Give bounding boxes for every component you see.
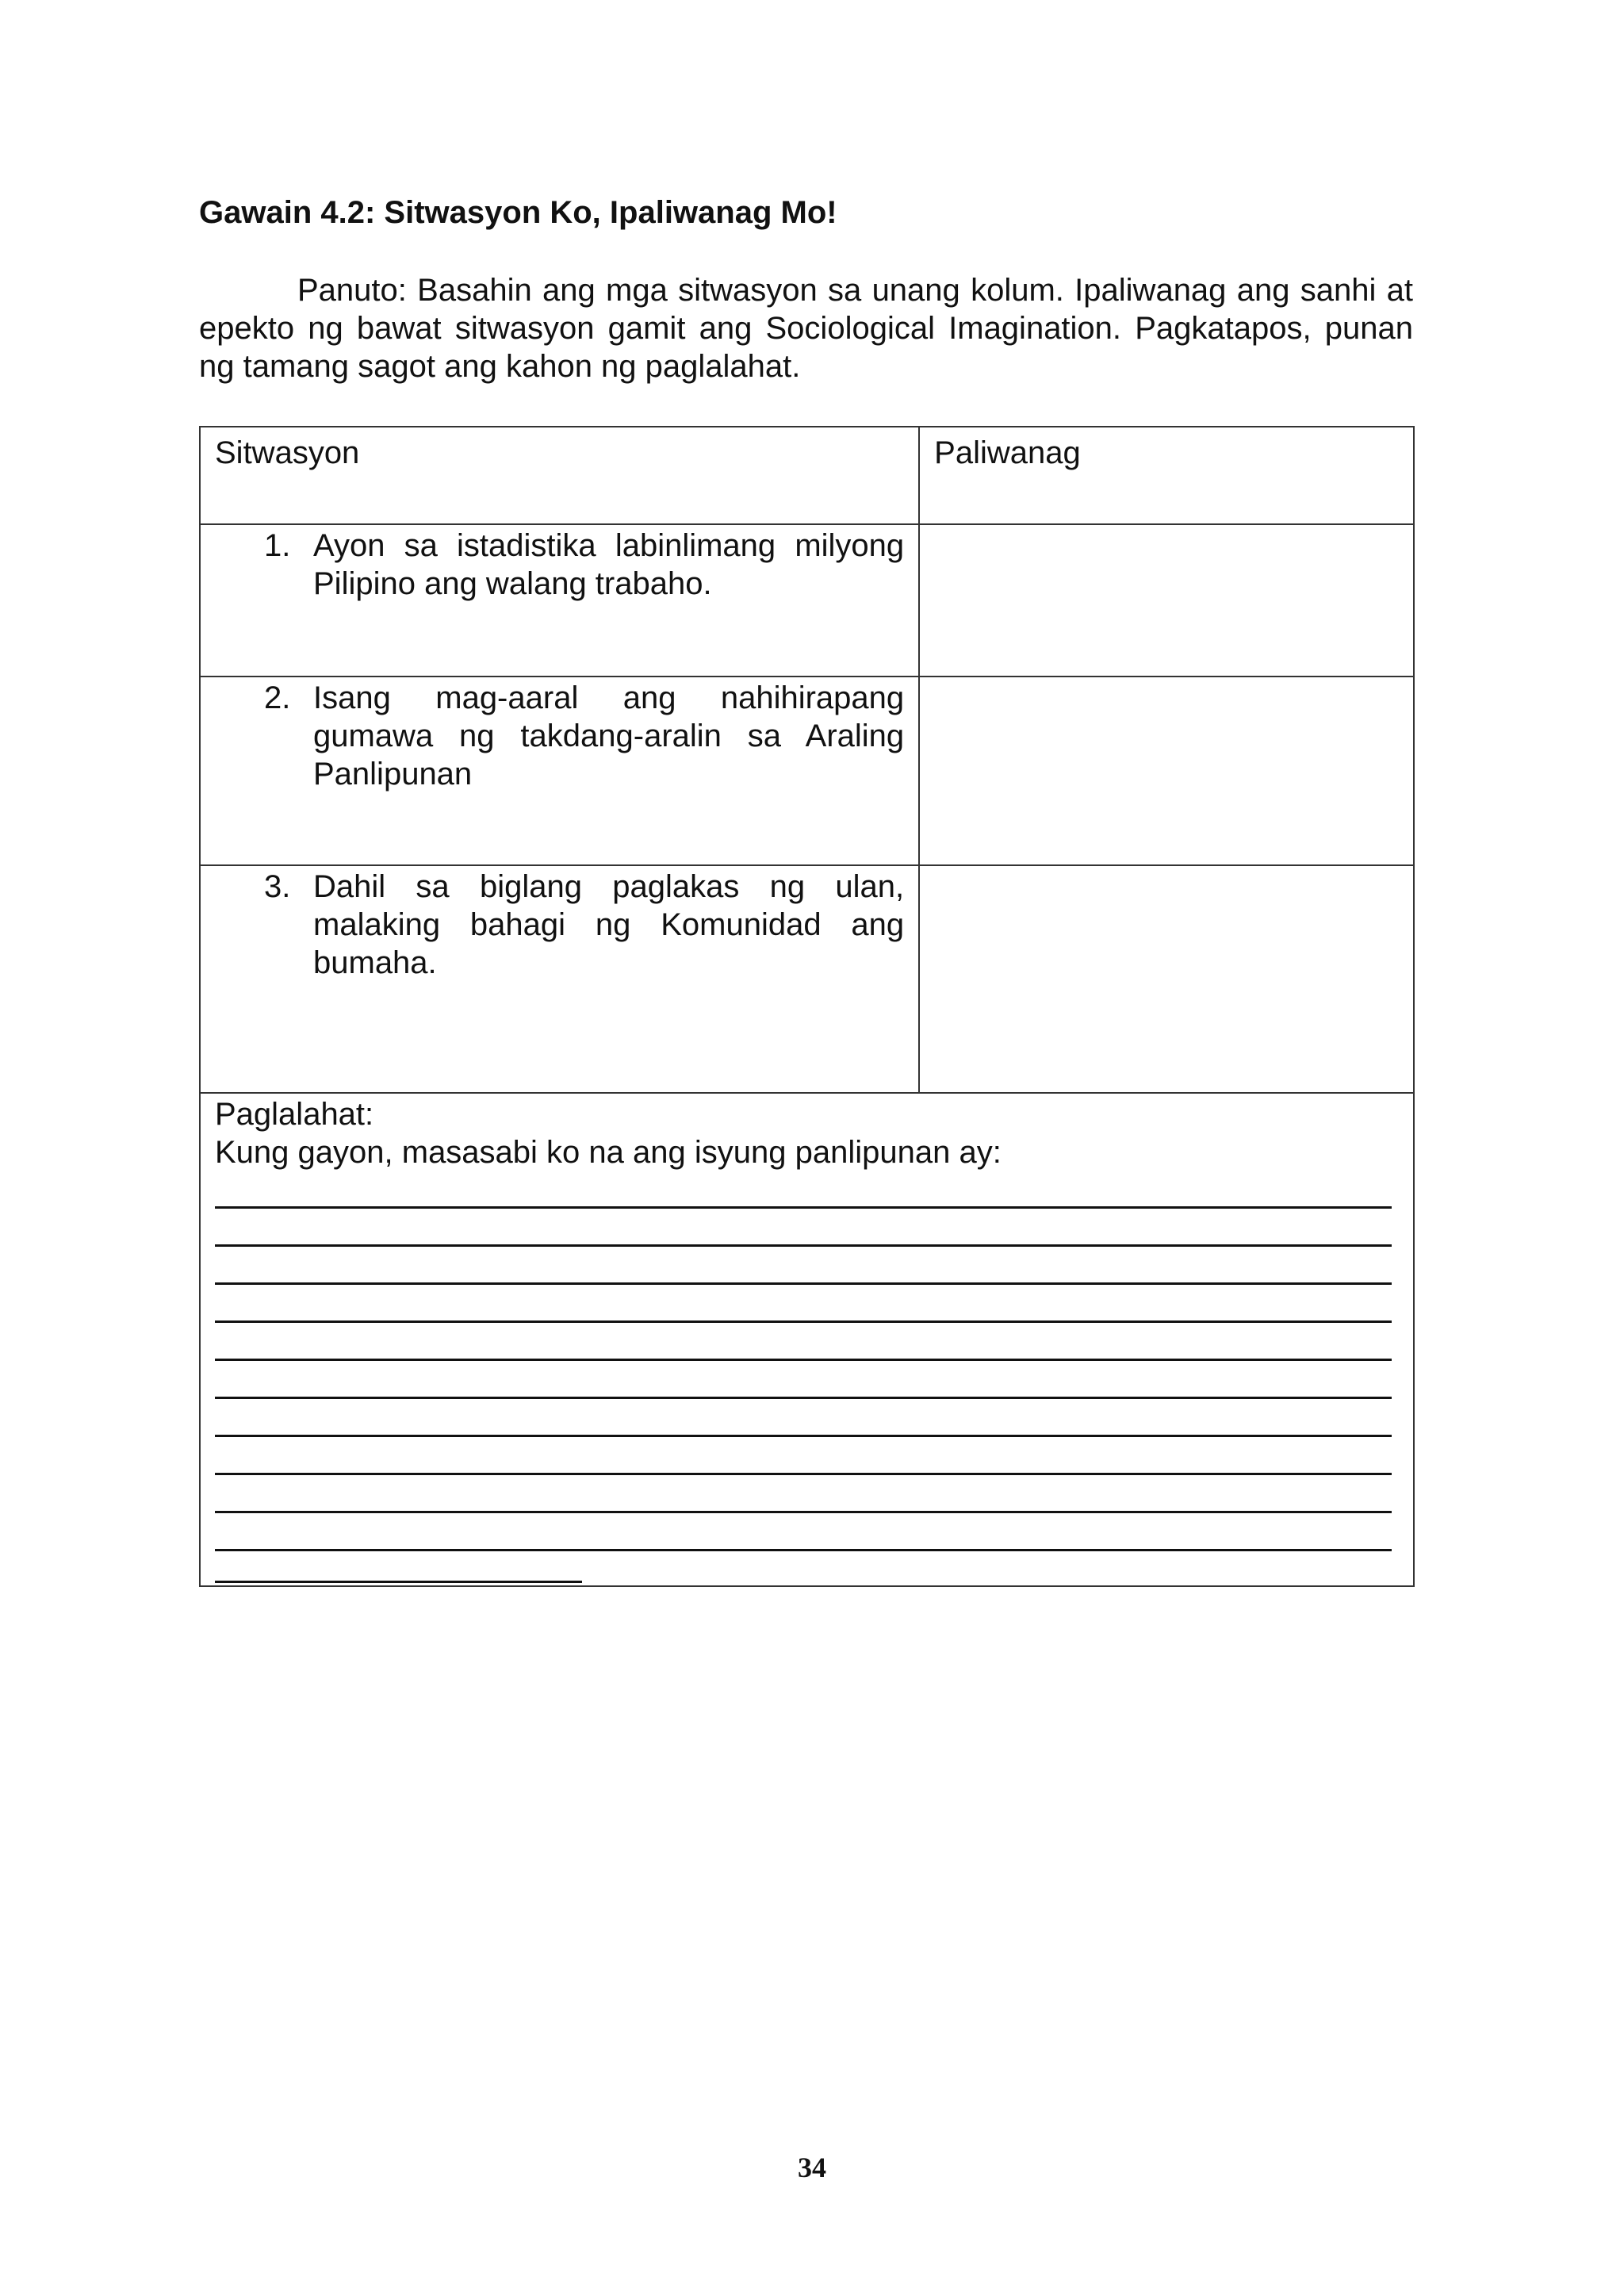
explanation-header: Paliwanag bbox=[934, 435, 1081, 470]
summary-row bbox=[200, 1093, 1414, 1586]
situation-cell bbox=[200, 865, 919, 1093]
page-number: 34 bbox=[798, 2152, 826, 2183]
answer-line[interactable] bbox=[215, 1244, 1392, 1247]
summary-label: Paglalahat: bbox=[215, 1097, 374, 1132]
item-number: 2. bbox=[264, 680, 291, 715]
answer-line[interactable] bbox=[215, 1320, 1392, 1323]
answer-line[interactable] bbox=[215, 1359, 1392, 1361]
item-number: 1. bbox=[264, 528, 291, 563]
item-text: Dahil sa biglang paglakas ng ulan, malaking bahagi ng Komunidad ang bumaha. bbox=[313, 869, 905, 980]
item-text: Ayon sa istadistika labinlimang milyong Pilipino ang walang trabaho. bbox=[313, 528, 905, 601]
explanation-header-cell bbox=[919, 427, 1414, 524]
table-row bbox=[200, 677, 1414, 865]
explanation-answer-cell[interactable] bbox=[919, 524, 1414, 677]
answer-line[interactable] bbox=[215, 1206, 1392, 1209]
answer-line[interactable] bbox=[215, 1473, 1392, 1475]
summary-cell[interactable] bbox=[200, 1093, 1414, 1586]
explanation-answer-cell[interactable] bbox=[919, 865, 1414, 1093]
table-row bbox=[200, 524, 1414, 677]
answer-line[interactable] bbox=[215, 1581, 582, 1583]
instructions-paragraph bbox=[199, 271, 1413, 385]
answer-line[interactable] bbox=[215, 1397, 1392, 1399]
summary-prompt: Kung gayon, masasabi ko na ang isyung panlipunan ay: bbox=[215, 1135, 1002, 1170]
answer-line[interactable] bbox=[215, 1511, 1392, 1513]
activity-title: Gawain 4.2: Sitwasyon Ko, Ipaliwanag Mo! bbox=[199, 195, 837, 230]
item-text: Isang mag-aaral ang nahihirapang gumawa ng takdang-aralin sa Araling Panlipunan bbox=[313, 680, 905, 792]
item-number: 3. bbox=[264, 869, 291, 904]
situation-item bbox=[201, 525, 918, 603]
table-row bbox=[200, 865, 1414, 1093]
situation-cell bbox=[200, 524, 919, 677]
answer-line[interactable] bbox=[215, 1282, 1392, 1285]
explanation-answer-cell[interactable] bbox=[919, 677, 1414, 865]
situation-header: Sitwasyon bbox=[215, 435, 360, 470]
situation-cell bbox=[200, 677, 919, 865]
situation-table bbox=[199, 426, 1415, 1587]
answer-line[interactable] bbox=[215, 1435, 1392, 1437]
answer-line[interactable] bbox=[215, 1549, 1392, 1551]
instructions-text: Panuto: Basahin ang mga sitwasyon sa unang kolum. Ipaliwanag ang sanhi at epekto ng bawat sitwasyon gamit ang Sociological Imagination. Pagkatapos, punan ng tamang sagot ang kahon ng paglalahat. bbox=[199, 273, 1413, 384]
situation-item bbox=[201, 866, 918, 982]
situation-item bbox=[201, 677, 918, 793]
table-header-row bbox=[200, 427, 1414, 524]
situation-header-cell bbox=[200, 427, 919, 524]
